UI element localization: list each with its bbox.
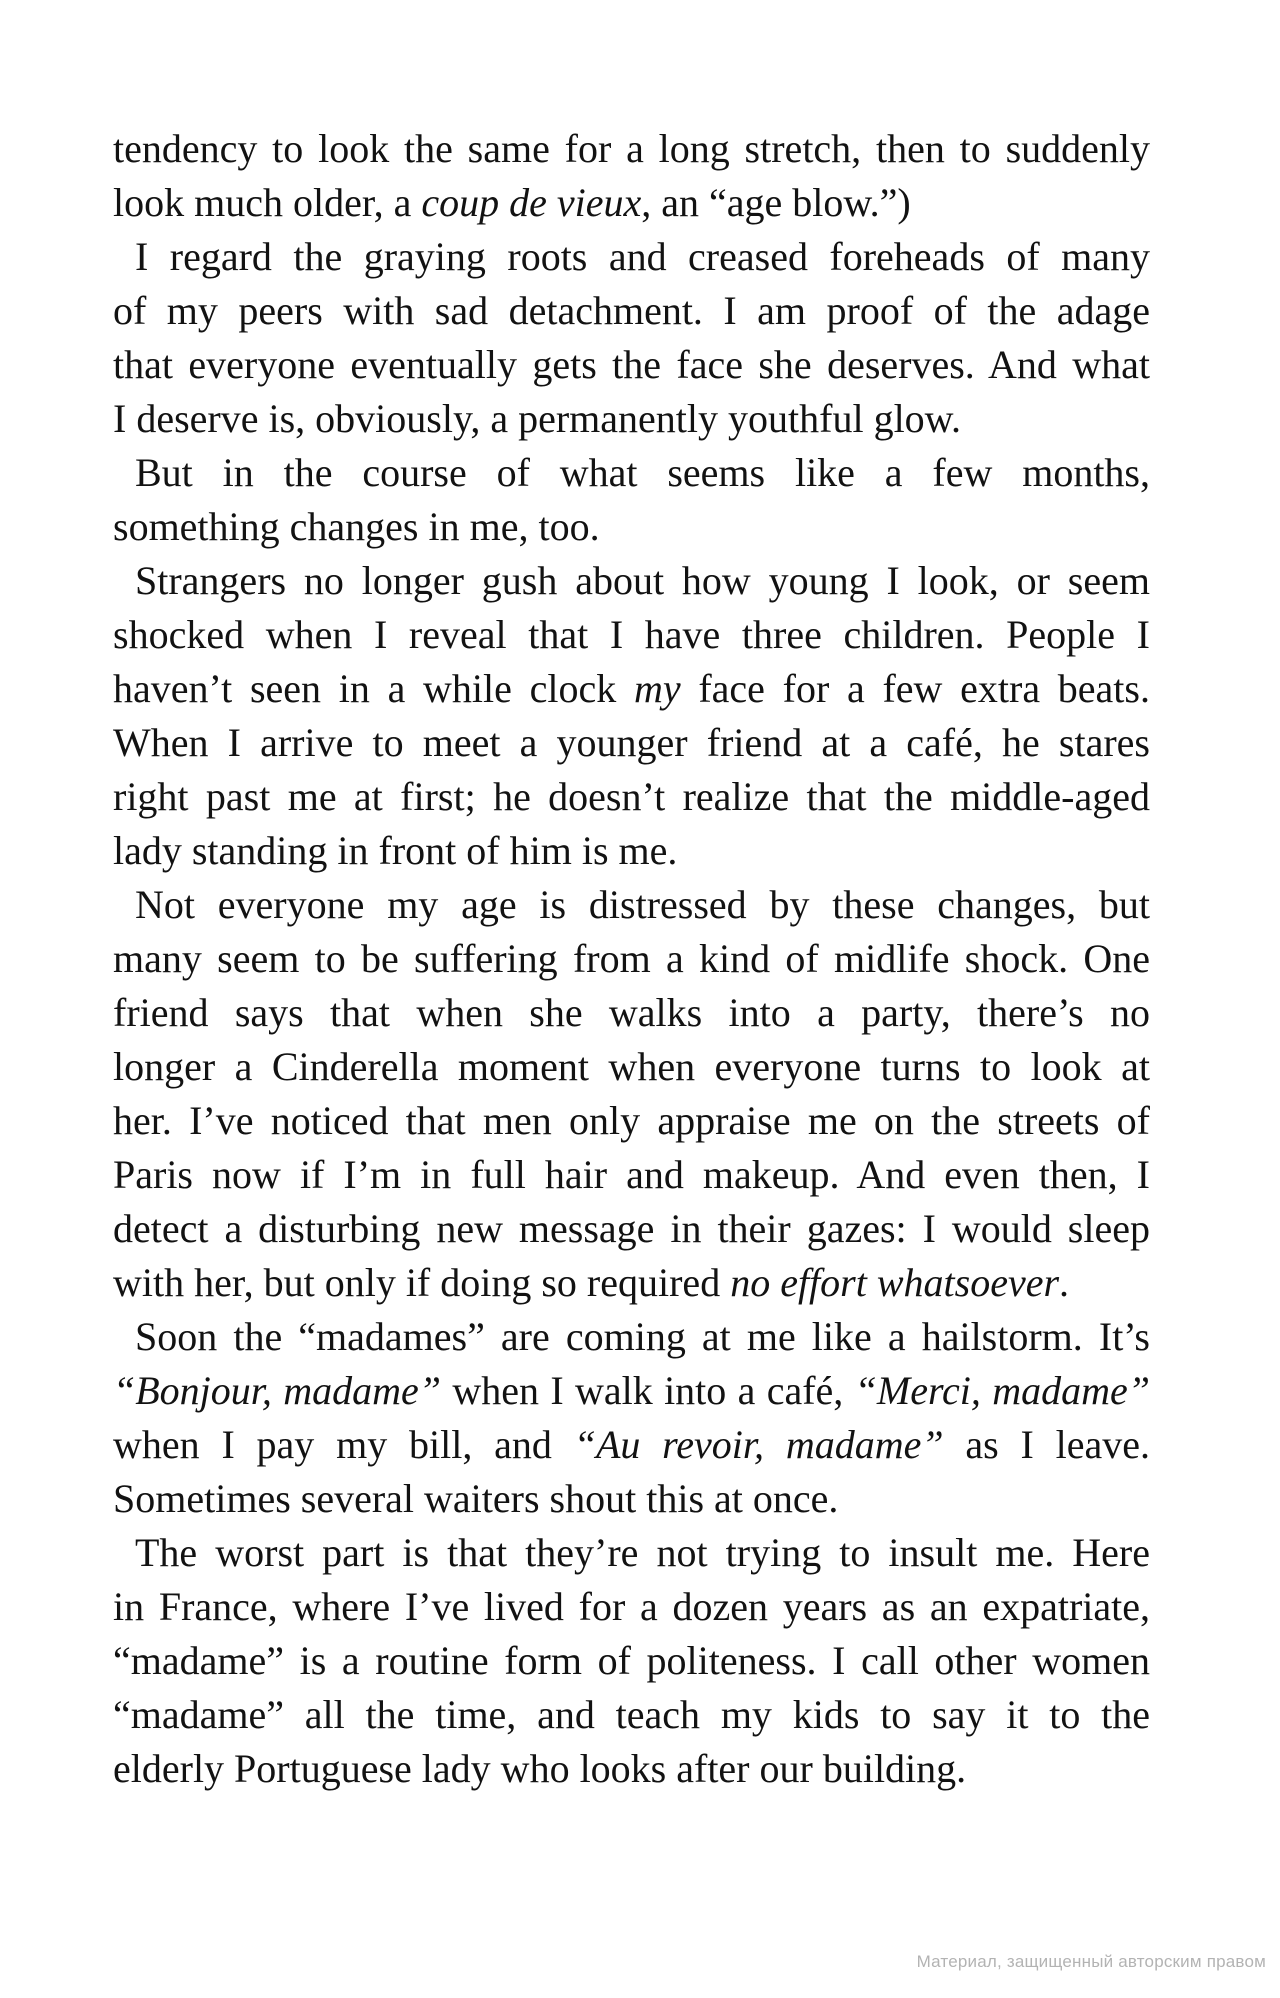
text-line [113,662,1150,716]
text-line [113,446,1150,500]
text-line [113,770,1150,824]
text-line [113,986,1150,1040]
text-segment: in France, where I’ve lived for a dozen years as an expatriate, [113,1584,1150,1629]
text-segment: “madame” is a routine form of politeness. I call other women [113,1638,1150,1683]
text-line [113,1634,1150,1688]
text-segment: I regard the graying roots and creased foreheads of many [135,234,1150,279]
text-line [113,230,1150,284]
paragraph [113,554,1150,878]
text-line [113,608,1150,662]
text-segment: The worst part is that they’re not trying to insult me. Here [135,1530,1150,1575]
text-line [113,1040,1150,1094]
italic-text-segment: coup de vieux [421,180,642,225]
text-line [113,1526,1150,1580]
text-segment: elderly Portuguese lady who looks after our building. [113,1746,967,1791]
paragraph [113,1310,1150,1526]
text-segment: . [1059,1260,1070,1305]
text-segment: shocked when I reveal that I have three children. People I [113,612,1150,657]
paragraph [113,122,1150,230]
text-segment: “madame” all the time, and teach my kids to say it to the [113,1692,1150,1737]
text-line [113,338,1150,392]
text-segment: when I pay my bill, and [113,1422,574,1467]
text-line [113,1256,1150,1310]
text-segment: face for a few extra beats. [680,666,1150,711]
text-line [113,1472,1150,1526]
paragraph [113,878,1150,1310]
text-segment: lady standing in front of him is me. [113,828,678,873]
text-line [113,1202,1150,1256]
text-segment: friend says that when she walks into a party, there’s no [113,990,1150,1035]
text-segment: look much older, a [113,180,422,225]
text-segment: Soon the “madames” are coming at me like a hailstorm. It’s [135,1314,1150,1359]
text-line [113,1580,1150,1634]
paragraph [113,1526,1150,1796]
text-line [113,1310,1150,1364]
text-line [113,122,1150,176]
paragraph [113,446,1150,554]
paragraph [113,230,1150,446]
text-segment: I deserve is, obviously, a permanently youthful glow. [113,396,961,441]
italic-text-segment: no effort whatsoever [730,1260,1060,1305]
text-line [113,1742,1150,1796]
text-segment: tendency to look the same for a long stretch, then to suddenly [113,126,1150,171]
text-line [113,392,1150,446]
text-line [113,716,1150,770]
text-segment: Sometimes several waiters shout this at once. [113,1476,839,1521]
text-segment: When I arrive to meet a younger friend at a café, he stares [113,720,1150,765]
text-segment: , an “age blow.”) [641,180,911,225]
text-line [113,1364,1150,1418]
text-line [113,1094,1150,1148]
italic-text-segment: “Bonjour, madame” [113,1368,442,1413]
text-line [113,554,1150,608]
text-segment: when I walk into a café, [441,1368,855,1413]
text-line [113,824,1150,878]
text-segment: right past me at first; he doesn’t realize that the middle-aged [113,774,1150,819]
text-segment: Not everyone my age is distressed by these changes, but [135,882,1150,927]
text-segment: Strangers no longer gush about how young I look, or seem [135,558,1150,603]
text-segment: Paris now if I’m in full hair and makeup. And even then, I [113,1152,1150,1197]
text-segment: of my peers with sad detachment. I am proof of the adage [113,288,1150,333]
text-segment: as I leave. [943,1422,1150,1467]
text-segment: that everyone eventually gets the face she deserves. And what [113,342,1150,387]
book-text [113,122,1150,1796]
text-line [113,932,1150,986]
text-segment: many seem to be suffering from a kind of midlife shock. One [113,936,1150,981]
text-line [113,878,1150,932]
text-segment: with her, but only if doing so required [113,1260,731,1305]
italic-text-segment: my [633,666,681,711]
text-segment: But in the course of what seems like a few months, [135,450,1150,495]
text-segment: detect a disturbing new message in their gazes: I would sleep [113,1206,1150,1251]
text-line [113,1688,1150,1742]
text-segment: something changes in me, too. [113,504,600,549]
text-segment: haven’t seen in a while clock [113,666,634,711]
italic-text-segment: “Merci, madame” [854,1368,1150,1413]
text-line [113,284,1150,338]
copyright-watermark: Материал, защищенный авторским правом [916,1952,1266,1971]
text-line [113,1148,1150,1202]
text-line [113,500,1150,554]
text-segment: longer a Cinderella moment when everyone turns to look at [113,1044,1150,1089]
text-line [113,176,1150,230]
text-line [113,1418,1150,1472]
italic-text-segment: “Au revoir, madame” [573,1422,944,1467]
text-segment: her. I’ve noticed that men only appraise me on the streets of [113,1098,1150,1143]
